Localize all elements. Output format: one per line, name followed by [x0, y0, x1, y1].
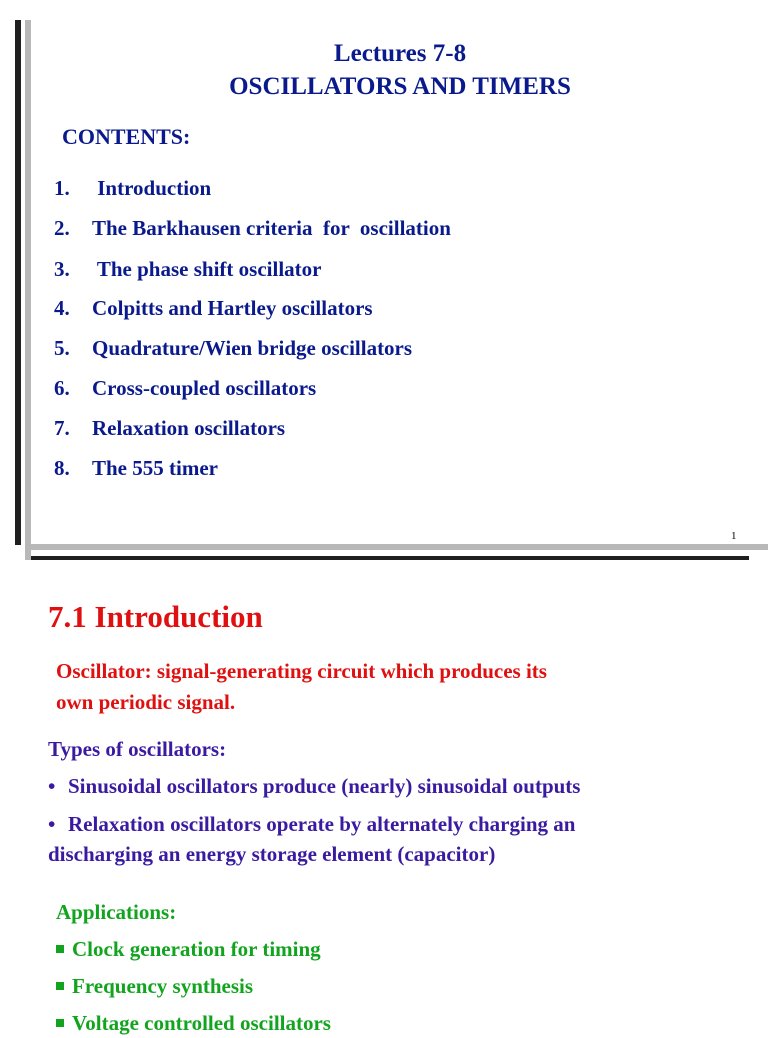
toc-item	[54, 455, 218, 481]
definition-line-1: Oscillator: signal-generating circuit which produces its	[56, 659, 547, 683]
application-item	[56, 1008, 331, 1038]
lecture-subtitle: OSCILLATORS AND TIMERS	[229, 73, 571, 100]
toc-item	[54, 415, 285, 441]
toc-text: Relaxation oscillators	[92, 416, 286, 440]
slide-introduction	[0, 560, 768, 1035]
lecture-title: Lectures 7-8	[333, 40, 467, 67]
type-item-relaxation	[48, 809, 575, 839]
type-text: Sinusoidal oscillators produce (nearly) sinusoidal outputs	[68, 774, 581, 798]
toc-item	[54, 175, 211, 201]
toc-number: 7.	[54, 416, 70, 440]
application-item	[56, 934, 321, 964]
square-bullet-icon	[56, 1019, 64, 1027]
applications-heading: Applications:	[56, 900, 177, 924]
application-text: Voltage controlled oscillators	[72, 1011, 331, 1035]
type-text: Relaxation oscillators operate by alternately charging an	[68, 812, 576, 836]
toc-number: 8.	[54, 456, 70, 480]
page-number: 1	[731, 530, 737, 542]
toc-number: 5.	[54, 336, 70, 360]
section-title: 7.1 Introduction	[48, 599, 263, 634]
types-heading: Types of oscillators:	[48, 737, 227, 761]
toc-text: The 555 timer	[92, 456, 218, 480]
toc-number: 3.	[54, 257, 70, 281]
toc-item	[54, 335, 412, 361]
square-bullet-icon	[56, 982, 64, 990]
definition-line-2: own periodic signal.	[56, 690, 236, 714]
toc-item	[54, 256, 321, 282]
square-bullet-icon	[56, 945, 64, 953]
toc-text: The phase shift oscillator	[92, 257, 322, 281]
type-item-sinusoidal	[48, 771, 580, 801]
toc-item	[54, 295, 373, 321]
toc-text: Introduction	[92, 176, 212, 200]
toc-text: Cross-coupled oscillators	[92, 376, 317, 400]
contents-heading: CONTENTS:	[62, 124, 191, 149]
toc-number: 4.	[54, 296, 70, 320]
toc-number: 2.	[54, 216, 70, 240]
toc-item	[54, 215, 451, 241]
toc-item	[54, 375, 316, 401]
bullet-icon: •	[48, 774, 56, 798]
bullet-icon: •	[48, 812, 56, 836]
bottom-light-bar	[31, 544, 768, 550]
application-text: Frequency synthesis	[72, 974, 254, 998]
toc-text: Colpitts and Hartley oscillators	[92, 296, 373, 320]
toc-text: The Barkhausen criteria for oscillation	[92, 216, 451, 240]
toc-text: Quadrature/Wien bridge oscillators	[92, 336, 413, 360]
application-item	[56, 971, 253, 1001]
application-text: Clock generation for timing	[72, 937, 321, 961]
toc-number: 6.	[54, 376, 70, 400]
toc-number: 1.	[54, 176, 70, 200]
type-item-relaxation-cont: discharging an energy storage element (capacitor)	[48, 842, 496, 866]
